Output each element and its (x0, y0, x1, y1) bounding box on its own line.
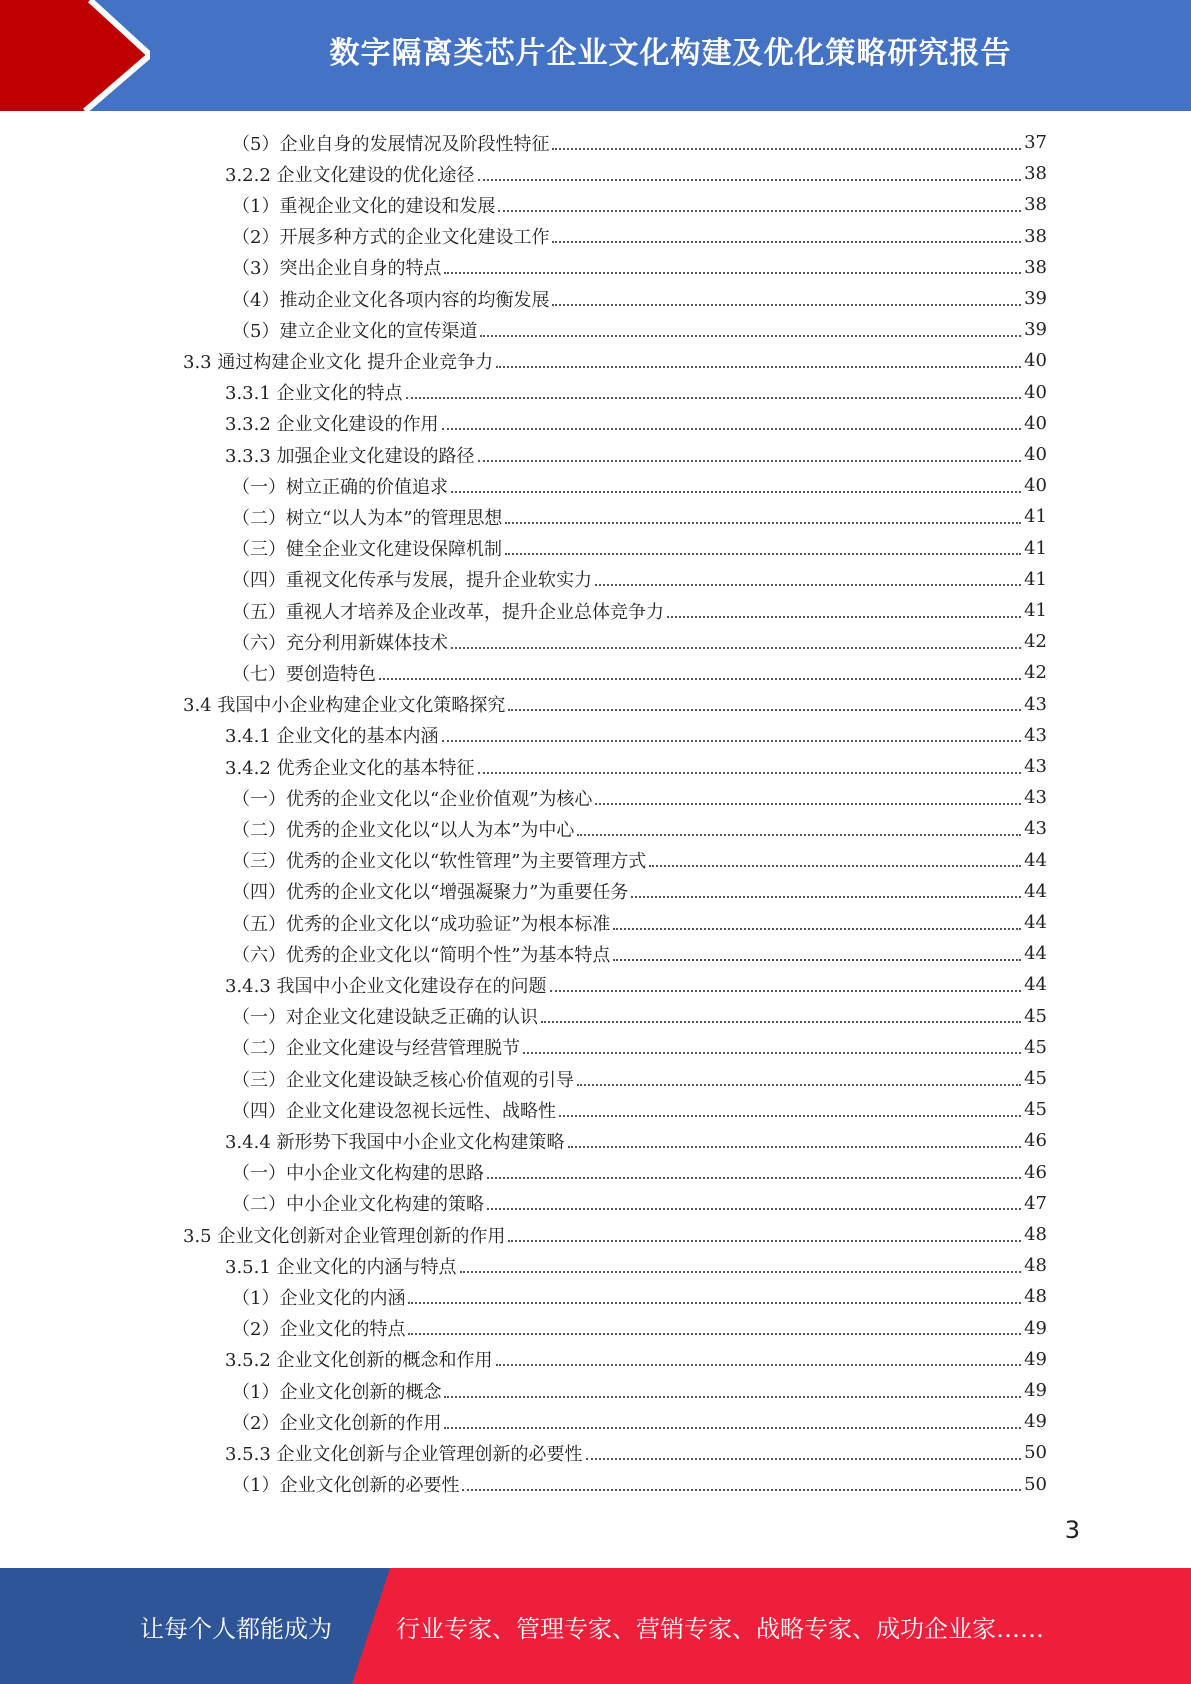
toc-entry-page: 45 (1024, 1099, 1047, 1121)
toc-dot-leader (408, 1333, 1021, 1335)
toc-entry-title: （一）优秀的企业文化以“企业价值观”为核心 (232, 788, 593, 810)
toc-entry-title: （1）企业文化的内涵 (232, 1287, 406, 1309)
toc-entry-title: 3.3.1 企业文化的特点 (225, 383, 403, 405)
toc-dot-leader (496, 1364, 1022, 1366)
toc-entry[interactable] (232, 501, 1047, 532)
toc-dot-leader (586, 1458, 1022, 1460)
toc-entry-title: （一）中小企业文化构建的思路 (232, 1163, 484, 1185)
toc-entry-page: 38 (1024, 163, 1047, 185)
toc-entry-page: 40 (1024, 381, 1047, 403)
toc-entry[interactable] (232, 127, 1047, 158)
toc-dot-leader (487, 1177, 1021, 1179)
toc-entry[interactable] (232, 626, 1047, 657)
toc-entry[interactable] (232, 876, 1047, 907)
toc-entry-page: 42 (1024, 631, 1047, 653)
toc-entry[interactable] (232, 1063, 1047, 1094)
toc-entry[interactable] (232, 189, 1047, 220)
toc-entry-page: 49 (1024, 1380, 1047, 1401)
toc-entry-page: 49 (1024, 1317, 1047, 1339)
toc-dot-leader (442, 740, 1022, 742)
toc-dot-leader (451, 491, 1021, 493)
toc-entry[interactable] (232, 938, 1047, 969)
toc-entry[interactable] (232, 1094, 1047, 1125)
toc-dot-leader (552, 241, 1021, 243)
toc-entry-title: 3.5.2 企业文化创新的概念和作用 (225, 1350, 493, 1372)
toc-dot-leader (613, 959, 1021, 961)
toc-entry-page: 41 (1024, 506, 1047, 528)
toc-entry[interactable] (232, 1188, 1047, 1219)
toc-dot-leader (478, 179, 1022, 181)
toc-entry-page: 45 (1024, 1068, 1047, 1089)
toc-entry-page: 45 (1024, 1005, 1047, 1027)
toc-entry-title: （四）企业文化建设忽视长远性、战略性 (232, 1100, 556, 1122)
toc-entry-title: 3.3 通过构建企业文化 提升企业竞争力 (183, 351, 494, 373)
toc-entry-title: 3.3.3 加强企业文化建设的路径 (225, 445, 475, 467)
toc-entry-page: 44 (1024, 943, 1047, 965)
toc-dot-leader (595, 803, 1021, 805)
toc-entry-page: 44 (1024, 912, 1047, 933)
toc-entry[interactable] (232, 564, 1047, 595)
toc-entry-title: （四）优秀的企业文化以“增强凝聚力”为重要任务 (232, 882, 629, 904)
toc-entry-page: 48 (1024, 1286, 1047, 1308)
toc-dot-leader (460, 1271, 1022, 1273)
toc-entry-title: （一）对企业文化建设缺乏正确的认识 (232, 1007, 538, 1029)
toc-dot-leader (379, 678, 1021, 680)
toc-entry[interactable] (232, 907, 1047, 938)
toc-entry[interactable] (225, 377, 1047, 408)
toc-dot-leader (667, 616, 1021, 618)
toc-entry-title: 3.4.3 我国中小企业文化建设存在的问题 (225, 975, 547, 997)
toc-dot-leader (451, 647, 1021, 649)
toc-dot-leader (444, 1396, 1021, 1398)
toc-entry-page: 42 (1024, 662, 1047, 684)
toc-entry[interactable] (225, 158, 1047, 189)
toc-entry-title: 3.3.2 企业文化建设的作用 (225, 414, 439, 436)
toc-entry-title: （2）企业文化的特点 (232, 1319, 406, 1341)
toc-entry[interactable] (232, 845, 1047, 876)
toc-entry[interactable] (232, 314, 1047, 345)
toc-entry-title: 3.4.1 企业文化的基本内涵 (225, 726, 439, 748)
toc-entry-title: 3.5.3 企业文化创新与企业管理创新的必要性 (225, 1443, 583, 1465)
footer-slogan-right: 行业专家、管理专家、营销专家、战略专家、成功企业家…… (396, 1614, 1044, 1643)
toc-entry[interactable] (232, 283, 1047, 314)
toc-entry-title: （五）优秀的企业文化以“成功验证”为根本标准 (232, 913, 611, 935)
toc-entry-page: 40 (1024, 475, 1047, 497)
toc-entry-title: （七）要创造特色 (232, 663, 376, 685)
toc-entry-title: （二）中小企业文化构建的策略 (232, 1194, 484, 1216)
toc-entry[interactable] (232, 252, 1047, 283)
toc-entry-page: 39 (1024, 288, 1047, 309)
toc-entry-page: 50 (1024, 1442, 1047, 1464)
toc-entry-page: 48 (1024, 1255, 1047, 1277)
toc-entry-page: 49 (1024, 1348, 1047, 1370)
toc-entry-title: 3.4 我国中小企业构建企业文化策略探究 (183, 695, 506, 717)
toc-entry-page: 39 (1024, 319, 1047, 341)
toc-entry[interactable] (232, 1375, 1047, 1406)
toc-entry-page: 37 (1024, 132, 1047, 153)
toc-dot-leader (577, 1084, 1021, 1086)
toc-entry-title: 3.5 企业文化创新对企业管理创新的作用 (183, 1225, 506, 1247)
toc-entry-title: （六）优秀的企业文化以“简明个性”为基本特点 (232, 944, 611, 966)
toc-entry[interactable] (183, 1219, 1047, 1250)
toc-dot-leader (550, 990, 1022, 992)
toc-entry[interactable] (232, 470, 1047, 501)
toc-entry-title: （四）重视文化传承与发展，提升企业软实力 (232, 570, 592, 592)
toc-dot-leader (408, 1302, 1021, 1304)
toc-dot-leader (613, 928, 1021, 930)
toc-entry-title: （5）建立企业文化的宣传渠道 (232, 320, 478, 342)
toc-entry[interactable] (232, 1313, 1047, 1344)
page-header (0, 0, 1191, 111)
toc-entry-page: 43 (1024, 818, 1047, 840)
toc-dot-leader (496, 366, 1021, 368)
toc-dot-leader (559, 1115, 1021, 1117)
toc-entry-page: 41 (1024, 537, 1047, 559)
toc-entry-title: （一）树立正确的价值追求 (232, 476, 448, 498)
toc-entry-title: （2）企业文化创新的作用 (232, 1412, 442, 1434)
toc-dot-leader (552, 304, 1021, 306)
toc-entry-page: 44 (1024, 974, 1047, 996)
toc-entry[interactable] (225, 1437, 1047, 1468)
toc-entry-page: 38 (1024, 194, 1047, 216)
toc-entry-page: 38 (1024, 256, 1047, 278)
toc-entry[interactable] (232, 533, 1047, 564)
footer-slogan-left: 让每个人都能成为 (140, 1614, 332, 1643)
toc-entry-page: 40 (1024, 412, 1047, 434)
toc-entry-page: 46 (1024, 1130, 1047, 1152)
toc-entry-title: （2）开展多种方式的企业文化建设工作 (232, 227, 550, 249)
toc-entry[interactable] (232, 1406, 1047, 1437)
toc-entry-page: 41 (1024, 600, 1047, 621)
toc-entry-page: 38 (1024, 225, 1047, 247)
toc-dot-leader (505, 553, 1021, 555)
toc-dot-leader (480, 335, 1021, 337)
toc-dot-leader (552, 148, 1021, 150)
toc-entry-title: 3.4.2 优秀企业文化的基本特征 (225, 757, 475, 779)
toc-entry-page: 43 (1024, 693, 1047, 715)
toc-entry-title: （1）重视企业文化的建设和发展 (232, 195, 496, 217)
document-title: 数字隔离类芯片企业文化构建及优化策略研究报告 (329, 36, 1012, 71)
toc-entry[interactable] (232, 1032, 1047, 1063)
toc-entry[interactable] (225, 1125, 1047, 1156)
toc-dot-leader (523, 1052, 1021, 1054)
toc-entry[interactable] (183, 345, 1047, 376)
toc-entry-title: （五）重视人才培养及企业改革，提升企业总体竞争力 (232, 601, 664, 623)
toc-entry-page: 49 (1024, 1411, 1047, 1433)
toc-dot-leader (541, 1021, 1021, 1023)
toc-entry-page: 40 (1024, 350, 1047, 372)
toc-dot-leader (406, 397, 1022, 399)
toc-entry-page: 44 (1024, 849, 1047, 871)
toc-entry-page: 46 (1024, 1161, 1047, 1183)
toc-dot-leader (631, 896, 1021, 898)
toc-entry[interactable] (225, 1344, 1047, 1375)
page-number: 3 (1064, 1516, 1080, 1544)
toc-entry-page: 44 (1024, 880, 1047, 902)
toc-dot-leader (577, 834, 1021, 836)
toc-entry-title: （1）企业文化创新的概念 (232, 1381, 442, 1403)
toc-dot-leader (478, 772, 1022, 774)
toc-entry-title: （1）企业文化创新的必要性 (232, 1475, 460, 1497)
toc-dot-leader (508, 709, 1021, 711)
toc-entry-title: （3）突出企业自身的特点 (232, 258, 442, 280)
toc-entry-title: （5）企业自身的发展情况及阶段性特征 (232, 133, 550, 155)
toc-entry[interactable] (225, 751, 1047, 782)
toc-dot-leader (444, 1427, 1021, 1429)
toc-entry[interactable] (225, 439, 1047, 470)
toc-entry-title: （二）树立“以人为本”的管理思想 (232, 507, 503, 529)
toc-entry[interactable] (232, 1001, 1047, 1032)
toc-entry-page: 43 (1024, 756, 1047, 777)
toc-dot-leader (508, 1240, 1021, 1242)
toc-entry-page: 41 (1024, 568, 1047, 590)
toc-dot-leader (478, 460, 1022, 462)
toc-entry-title: （三）企业文化建设缺乏核心价值观的引导 (232, 1069, 574, 1091)
toc-dot-leader (487, 1208, 1021, 1210)
toc-entry[interactable] (225, 1250, 1047, 1281)
toc-entry[interactable] (232, 1157, 1047, 1188)
toc-entry-page: 48 (1024, 1224, 1047, 1245)
toc-entry[interactable] (232, 1281, 1047, 1312)
header-arrow-decoration (0, 0, 150, 111)
toc-entry[interactable] (232, 221, 1047, 252)
toc-entry-title: （三）健全企业文化建设保障机制 (232, 539, 502, 561)
toc-entry-title: （4）推动企业文化各项内容的均衡发展 (232, 289, 550, 311)
toc-entry-title: 3.2.2 企业文化建设的优化途径 (225, 164, 475, 186)
toc-entry-page: 50 (1024, 1473, 1047, 1495)
toc-dot-leader (595, 584, 1021, 586)
toc-entry[interactable] (225, 408, 1047, 439)
toc-entry-page: 40 (1024, 444, 1047, 465)
toc-entry-title: 3.4.4 新形势下我国中小企业文化构建策略 (225, 1131, 565, 1153)
toc-dot-leader (498, 210, 1021, 212)
toc-dot-leader (505, 522, 1021, 524)
toc-entry[interactable] (232, 782, 1047, 813)
toc-dot-leader (442, 428, 1022, 430)
toc-dot-leader (649, 865, 1021, 867)
toc-entry-page: 43 (1024, 724, 1047, 746)
toc-entry[interactable] (225, 720, 1047, 751)
toc-entry[interactable] (225, 969, 1047, 1000)
toc-entry[interactable] (183, 689, 1047, 720)
toc-entry-page: 43 (1024, 787, 1047, 809)
toc-entry[interactable] (232, 595, 1047, 626)
toc-entry-title: （二）优秀的企业文化以“以人为本”为中心 (232, 819, 575, 841)
toc-dot-leader (444, 272, 1021, 274)
toc-entry[interactable] (232, 1469, 1047, 1500)
toc-entry-title: （三）优秀的企业文化以“软性管理”为主要管理方式 (232, 851, 647, 873)
toc-entry[interactable] (232, 813, 1047, 844)
toc-entry-title: 3.5.1 企业文化的内涵与特点 (225, 1256, 457, 1278)
toc-entry-title: （六）充分利用新媒体技术 (232, 632, 448, 654)
toc-entry-page: 45 (1024, 1036, 1047, 1058)
toc-entry-page: 47 (1024, 1192, 1047, 1214)
toc-entry[interactable] (232, 657, 1047, 688)
toc-dot-leader (462, 1489, 1021, 1491)
toc-entry-title: （二）企业文化建设与经营管理脱节 (232, 1038, 520, 1060)
page-footer (0, 1568, 1191, 1684)
toc-dot-leader (568, 1146, 1022, 1148)
